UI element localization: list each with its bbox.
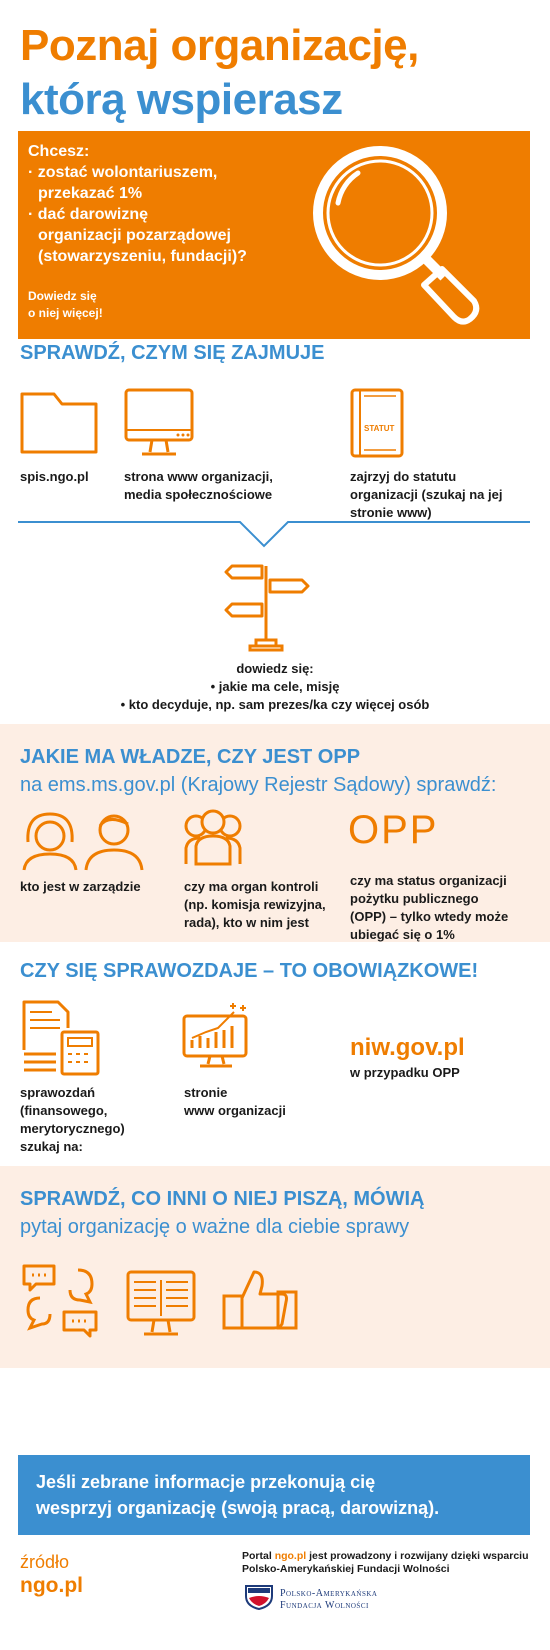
caption-line: zajrzyj do statutu xyxy=(350,469,457,484)
section-heading: CZY SIĘ SPRAWOZDAJE – TO OBOWIĄZKOWE! xyxy=(20,960,479,982)
growth-chart-icon xyxy=(182,1002,250,1068)
control-body-icon xyxy=(182,808,244,866)
portal-suffix: jest prowadzony i rozwijany dzięki wsparciu xyxy=(306,1550,529,1562)
caption-line: stronie www) xyxy=(350,505,432,520)
learn-line: • jakie ma cele, misję xyxy=(210,679,340,694)
news-monitor-icon xyxy=(126,1270,198,1340)
hero-banner xyxy=(18,131,530,339)
caption-line: (np. komisja rewizyjna, xyxy=(184,897,326,912)
cta-line: Jeśli zebrane informacje przekonują cię xyxy=(36,1472,376,1492)
learn-more-list xyxy=(0,660,550,714)
page-title-line2: którą wspierasz xyxy=(20,75,343,124)
conversation-icon xyxy=(20,1262,100,1338)
section-heading: SPRAWDŹ, CZYM SIĘ ZAJMUJE xyxy=(20,342,325,364)
caption-line: merytorycznego) xyxy=(20,1121,125,1136)
source-site[interactable]: ngo.pl xyxy=(20,1574,83,1597)
magnifier-icon xyxy=(298,135,498,335)
caption-line: ubiegać się o 1% xyxy=(350,927,455,942)
control-caption xyxy=(184,878,326,932)
caption-line: czy ma organ kontroli xyxy=(184,879,319,894)
caption-line: organizacji (szukaj na jej xyxy=(350,487,503,502)
caption-line: czy ma status organizacji xyxy=(350,873,507,888)
caption-line: pożytku publicznego xyxy=(350,891,479,906)
call-to-action-text xyxy=(36,1469,439,1521)
signpost-icon xyxy=(222,560,314,652)
hero-cta-line: o niej więcej! xyxy=(28,306,103,320)
hero-cta xyxy=(28,288,103,322)
divider-arrow xyxy=(18,518,530,552)
section-heading: SPRAWDŹ, CO INNI O NIEJ PISZĄ, MÓWIĄ xyxy=(20,1188,425,1210)
website-caption xyxy=(124,468,273,504)
niw-link[interactable]: niw.gov.pl xyxy=(350,1034,465,1061)
source-label: źródło xyxy=(20,1552,70,1572)
statute-label: STATUT xyxy=(364,424,395,433)
hero-item: przekazać 1% xyxy=(38,185,143,202)
reports-caption xyxy=(20,1084,125,1156)
monitor-icon xyxy=(124,388,196,458)
caption-line: media społecznościowe xyxy=(124,487,273,502)
page-title-line1: Poznaj organizację, xyxy=(20,21,419,70)
learn-line: • kto decyduje, np. sam prezes/ka czy więcej osób xyxy=(120,697,430,712)
sponsor-logo-icon xyxy=(244,1584,274,1610)
portal-line: Polsko-Amerykańskiej Fundacji Wolności xyxy=(242,1563,450,1575)
caption-line: (OPP) – tylko wtedy może xyxy=(350,909,509,924)
sponsor-line: Fundacja Wolności xyxy=(280,1600,369,1611)
hero-item: · zostać wolontariuszem, xyxy=(28,164,218,181)
call-to-action-box xyxy=(18,1455,530,1535)
caption-line: szukaj na: xyxy=(20,1139,83,1154)
hero-cta-line: Dowiedz się xyxy=(28,289,97,303)
hero-intro: Chcesz: xyxy=(28,143,90,160)
cta-line: wesprzyj organizację (swoją pracą, darowizną). xyxy=(36,1498,440,1518)
reports-calculator-icon xyxy=(20,998,102,1076)
caption-line: rada), kto w nim jest xyxy=(184,915,309,930)
opp-caption xyxy=(350,872,508,944)
section-subheading: na ems.ms.gov.pl (Krajowy Rejestr Sądowy) sprawdź: xyxy=(20,774,497,796)
caption-line: (finansowego, xyxy=(20,1103,108,1118)
caption-line: stronie xyxy=(184,1085,228,1100)
website-reports-caption xyxy=(184,1084,286,1120)
spis-link[interactable]: spis.ngo.pl xyxy=(20,469,89,484)
hero-text xyxy=(28,141,298,267)
opp-logo: OPP xyxy=(348,808,439,852)
portal-note xyxy=(242,1550,529,1576)
hero-item: · dać darowiznę xyxy=(28,206,149,223)
caption-line: strona www organizacji, xyxy=(124,469,273,484)
niw-note: w przypadku OPP xyxy=(350,1065,460,1080)
hero-item: (stowarzyszeniu, fundacji)? xyxy=(38,248,247,265)
thumbs-up-icon xyxy=(220,1268,300,1332)
portal-prefix: Portal xyxy=(242,1550,275,1562)
folder-icon xyxy=(20,390,98,454)
section-heading: JAKIE MA WŁADZE, CZY JEST OPP xyxy=(20,746,361,768)
hero-item: organizacji pozarządowej xyxy=(38,227,231,244)
learn-line: dowiedz się: xyxy=(236,661,314,676)
sponsor-line: Polsko-Amerykańska xyxy=(280,1588,378,1599)
portal-link[interactable]: ngo.pl xyxy=(274,1550,307,1562)
caption-line: sprawozdań xyxy=(20,1085,96,1100)
caption-line: www organizacji xyxy=(184,1103,286,1118)
sponsor-name xyxy=(280,1588,377,1612)
board-people-icon xyxy=(18,808,148,872)
statute-caption xyxy=(350,468,502,522)
section-subheading: pytaj organizację o ważne dla ciebie sprawy xyxy=(20,1216,410,1238)
board-caption: kto jest w zarządzie xyxy=(20,879,141,894)
